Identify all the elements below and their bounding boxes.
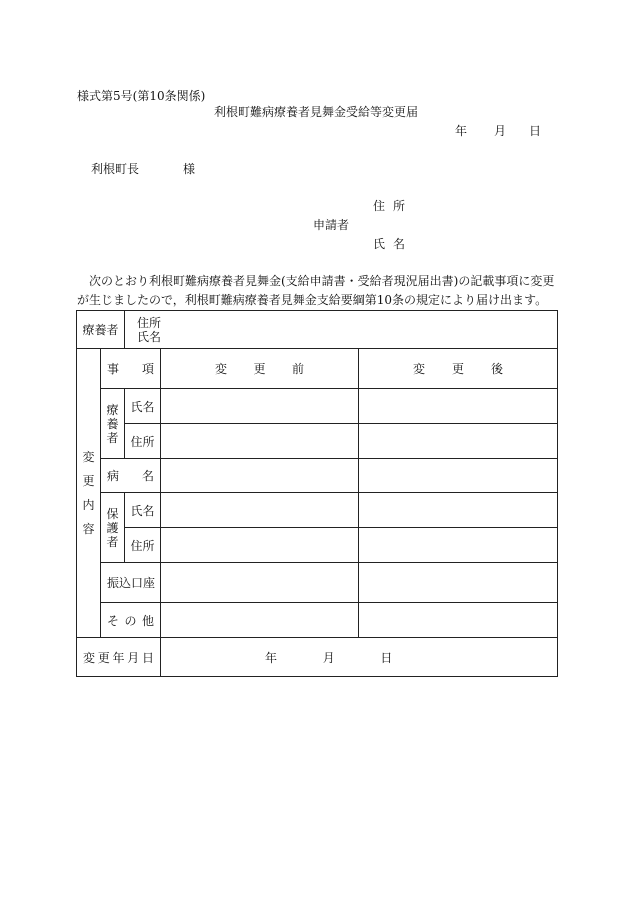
- other-row: [77, 603, 558, 638]
- other-item: その他: [101, 603, 161, 638]
- guardian-address-after[interactable]: [359, 528, 558, 563]
- notice-line-1: 次のとおり利根町難病療養者見舞金(支給申請書・受給者現況届出書)の記載事項に変更: [89, 274, 555, 288]
- addressee-honorific: 様: [183, 162, 196, 176]
- patient-name-row: [77, 389, 558, 424]
- before-header: 変更前: [161, 349, 359, 389]
- disease-before[interactable]: [161, 459, 359, 493]
- guardian-address-item: 住所: [125, 528, 161, 563]
- notice-line-2: が生じましたので，利根町難病療養者見舞金支給要綱第10条の規定により届け出ます。: [77, 293, 548, 307]
- change-month-label: 月: [322, 650, 335, 665]
- bank-account-row: [77, 563, 558, 603]
- form-number: 様式第5号(第10条関係): [77, 89, 206, 103]
- patient-info-cell[interactable]: [125, 311, 558, 349]
- guardian-address-row: [77, 528, 558, 563]
- guardian-name-after[interactable]: [359, 493, 558, 528]
- change-form-table: [76, 310, 558, 677]
- disease-item: 病名: [101, 459, 161, 493]
- patient-label-cell: [77, 311, 125, 349]
- other-after[interactable]: [359, 603, 558, 638]
- patient-address-before[interactable]: [161, 424, 359, 459]
- applicant-address-label: 住所: [373, 199, 414, 213]
- bank-account-before[interactable]: [161, 563, 359, 603]
- patient-name-item: 氏名: [125, 389, 161, 424]
- guardian-name-before[interactable]: [161, 493, 359, 528]
- date-day-label: 日: [529, 124, 542, 138]
- guardian-name-row: [77, 493, 558, 528]
- patient-row: [77, 311, 558, 349]
- change-contents-label: 変更内容: [77, 349, 101, 638]
- form-title: 利根町難病療養者見舞金受給等変更届: [214, 105, 419, 119]
- date-month-label: 月: [494, 124, 507, 138]
- bank-account-item: 振込口座: [101, 563, 161, 603]
- addressee-mayor: 利根町長: [91, 162, 140, 176]
- other-before[interactable]: [161, 603, 359, 638]
- header-row: [77, 349, 558, 389]
- patient-address-row: [77, 424, 558, 459]
- patient-address-after[interactable]: [359, 424, 558, 459]
- patient-group-label: 療養者: [101, 389, 125, 459]
- patient-name-after[interactable]: [359, 389, 558, 424]
- guardian-address-before[interactable]: [161, 528, 359, 563]
- guardian-group-label: 保護者: [101, 493, 125, 563]
- change-year-label: 年: [265, 650, 278, 665]
- bank-account-after[interactable]: [359, 563, 558, 603]
- change-day-label: 日: [380, 650, 393, 665]
- change-date-value[interactable]: [161, 638, 558, 677]
- item-header: 事項: [101, 349, 161, 389]
- patient-label: 療養者: [82, 323, 119, 337]
- date-year-label: 年: [455, 124, 468, 138]
- patient-address-label: 住所: [137, 315, 162, 330]
- patient-address-item: 住所: [125, 424, 161, 459]
- after-header: 変更後: [359, 349, 558, 389]
- guardian-name-item: 氏名: [125, 493, 161, 528]
- applicant-name-label: 氏名: [373, 237, 414, 251]
- applicant-label: 申請者: [313, 218, 350, 232]
- change-date-label: 変更年月日: [77, 638, 161, 677]
- patient-name-label: 氏名: [137, 329, 162, 344]
- disease-row: [77, 459, 558, 493]
- change-date-row: [77, 638, 558, 677]
- patient-name-before[interactable]: [161, 389, 359, 424]
- disease-after[interactable]: [359, 459, 558, 493]
- notice-text: [77, 272, 557, 310]
